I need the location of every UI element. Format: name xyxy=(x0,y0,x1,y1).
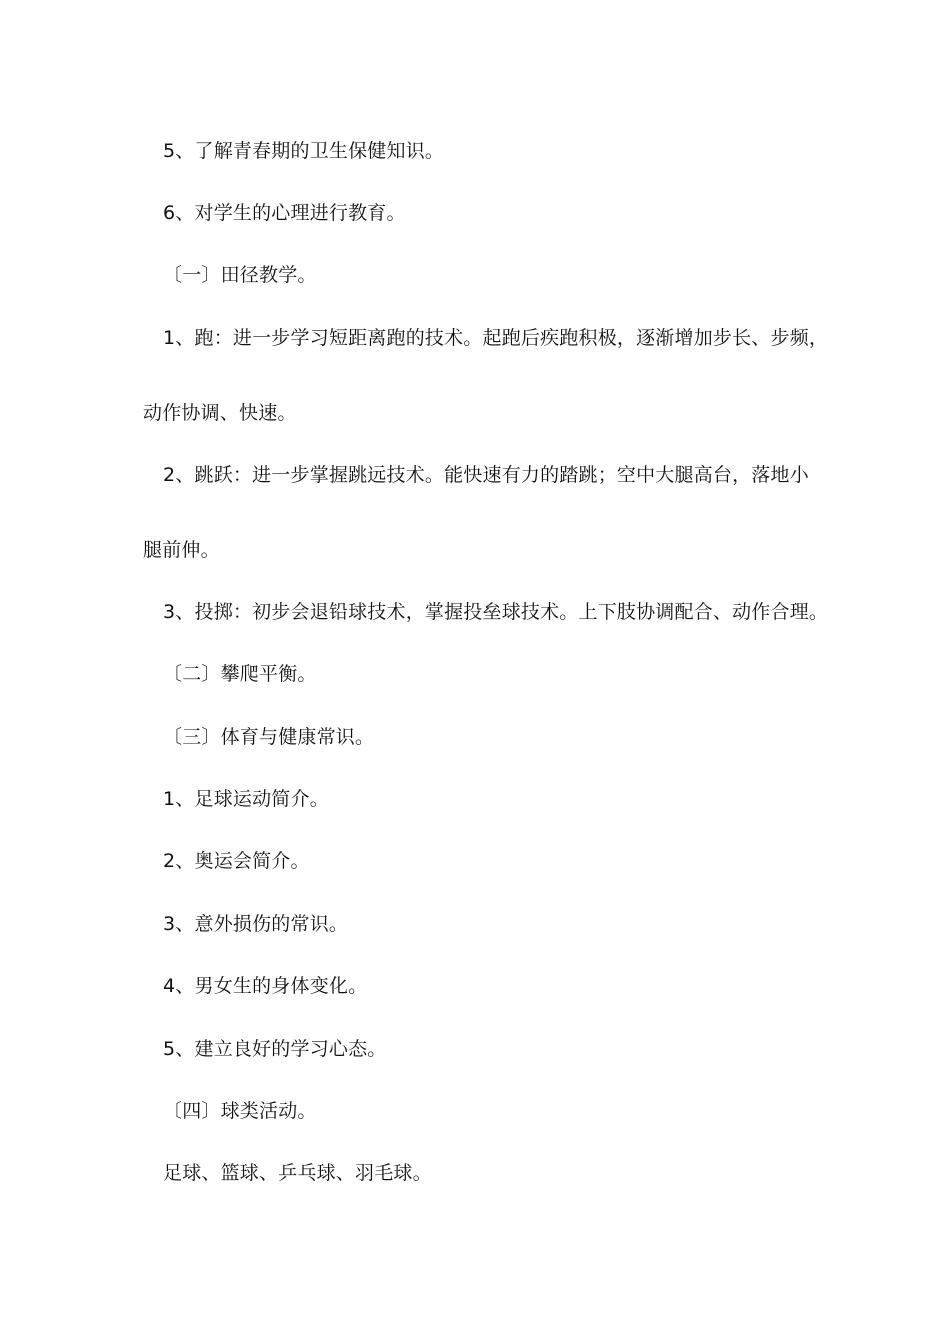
list-item-olympics-intro: 2、奥运会简介。 xyxy=(163,850,310,872)
list-item-football-intro: 1、足球运动简介。 xyxy=(163,788,329,810)
list-item-hygiene-knowledge: 5、了解青春期的卫生保健知识。 xyxy=(163,140,445,162)
list-item-learning-attitude: 5、建立良好的学习心态。 xyxy=(163,1038,387,1060)
section-heading-ball-activities: 〔四〕球类活动。 xyxy=(163,1100,317,1122)
list-item-throwing: 3、投掷：初步会退铅球技术，掌握投垒球技术。上下肢协调配合、动作合理。 xyxy=(163,601,829,623)
ball-sports-list: 足球、篮球、乒乓球、羽毛球。 xyxy=(163,1162,432,1184)
list-item-injury-knowledge: 3、意外损伤的常识。 xyxy=(163,913,349,935)
section-heading-track-and-field: 〔一〕田径教学。 xyxy=(163,264,317,286)
list-item-jumping-continued: 腿前伸。 xyxy=(143,539,220,561)
list-item-running: 1、跑：进一步学习短距离跑的技术。起跑后疾跑积极，逐渐增加步长、步频， xyxy=(163,327,829,349)
section-heading-climbing-balance: 〔二〕攀爬平衡。 xyxy=(163,663,317,685)
list-item-running-continued: 动作协调、快速。 xyxy=(143,402,297,424)
list-item-jumping: 2、跳跃：进一步掌握跳远技术。能快速有力的踏跳；空中大腿高台，落地小 xyxy=(163,464,809,486)
section-heading-health-knowledge: 〔三〕体育与健康常识。 xyxy=(163,726,375,748)
list-item-psychology-education: 6、对学生的心理进行教育。 xyxy=(163,202,406,224)
list-item-body-changes: 4、男女生的身体变化。 xyxy=(163,975,368,997)
